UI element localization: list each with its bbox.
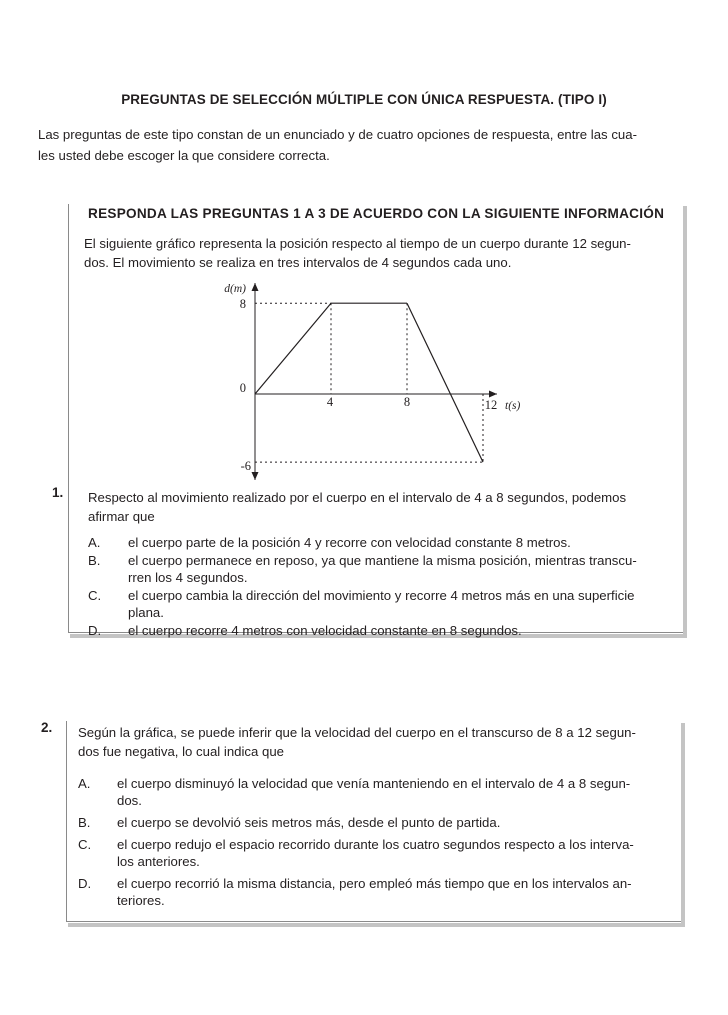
question-1-options	[88, 534, 676, 639]
position-time-chart	[0, 270, 728, 490]
question-1-stem-line-2: afirmar que	[88, 509, 155, 524]
option-letter: D.	[88, 623, 102, 638]
option-letter: A.	[78, 776, 91, 791]
question-1-stem	[88, 488, 676, 526]
graph-description-line-2: dos. El movimiento se realiza en tres intervalos de 4 segundos cada uno.	[84, 255, 512, 270]
question-1-stem-line-1: Respecto al movimiento realizado por el cuerpo en el intervalo de 4 a 8 segundos, podemos	[88, 490, 627, 505]
x-tick-label: 8	[403, 395, 411, 409]
question-1-option-a[interactable]	[88, 534, 676, 551]
graph-description	[84, 234, 676, 272]
option-text: el cuerpo recorre 4 metros con velocidad constante en 8 segundos.	[128, 623, 522, 638]
question-1-option-b[interactable]	[88, 552, 676, 586]
instructions-line-2: les usted debe escoger la que considere correcta.	[38, 148, 330, 163]
page-title: PREGUNTAS DE SELECCIÓN MÚLTIPLE CON ÚNICA RESPUESTA. (TIPO I)	[121, 92, 607, 107]
y-tick-label: -6	[240, 459, 251, 474]
question-1-option-d[interactable]	[88, 622, 676, 639]
option-text: el cuerpo se devolvió seis metros más, desde el punto de partida.	[117, 815, 501, 830]
question-2-stem	[78, 723, 674, 761]
question-2-frame-shadow-bottom	[68, 923, 685, 927]
series-segment-3	[407, 303, 483, 462]
instructions	[38, 124, 688, 166]
question-2-option-c[interactable]	[78, 836, 674, 870]
x-axis-arrow	[489, 391, 497, 398]
option-letter: D.	[78, 876, 92, 891]
y-axis-label: d(m)	[224, 283, 246, 295]
option-letter: A.	[88, 535, 101, 550]
section-heading: RESPONDA LAS PREGUNTAS 1 A 3 DE ACUERDO CON LA SIGUIENTE INFORMACIÓN	[88, 206, 665, 221]
question-2-frame-shadow-right	[681, 723, 685, 927]
option-text: el cuerpo recorrió la misma distancia, pero empleó más tiempo que en los intervalos an- teriores.	[117, 876, 632, 908]
option-text: el cuerpo parte de la posición 4 y recorre con velocidad constante 8 metros.	[128, 535, 571, 550]
option-text: el cuerpo redujo el espacio recorrido durante los cuatro segundos respecto a los interva- los anteriores.	[117, 837, 634, 869]
option-letter: C.	[88, 588, 102, 603]
question-2-stem-line-2: dos fue negativa, lo cual indica que	[78, 744, 285, 759]
option-letter: B.	[78, 815, 91, 830]
x-tick-label: 4	[326, 395, 334, 409]
chart-guides	[255, 303, 483, 462]
y-tick-label: 0	[239, 381, 246, 395]
x-axis-label: t(s)	[505, 400, 521, 412]
question-2-option-a[interactable]	[78, 775, 674, 809]
option-text: el cuerpo permanece en reposo, ya que mantiene la misma posición, mientras transcu- rren los 4 segundos.	[128, 553, 637, 585]
question-2-options	[78, 775, 674, 909]
chart-axes	[252, 283, 498, 480]
option-text: el cuerpo disminuyó la velocidad que venía manteniendo en el intervalo de 4 a 8 segun- dos.	[117, 776, 631, 808]
question-2-option-b[interactable]	[78, 814, 674, 831]
option-text: el cuerpo cambia la dirección del movimiento y recorre 4 metros más en una superficie plana.	[128, 588, 635, 620]
chart-series	[255, 303, 483, 462]
x-tick-label: 12	[484, 398, 498, 412]
y-axis-arrow-up	[252, 283, 259, 291]
question-2-option-d[interactable]	[78, 875, 674, 909]
y-axis-arrow-down	[252, 472, 259, 480]
option-letter: B.	[88, 553, 101, 568]
option-letter: C.	[78, 837, 92, 852]
graph-description-line-1: El siguiente gráfico representa la posición respecto al tiempo de un cuerpo durante 12 segun-	[84, 236, 631, 251]
series-segment-1	[255, 303, 331, 394]
question-1-number: 1.	[52, 485, 64, 500]
question-2-number: 2.	[41, 720, 53, 735]
instructions-line-1: Las preguntas de este tipo constan de un enunciado y de cuatro opciones de respuesta, entre las cua-	[38, 127, 637, 142]
question-1-option-c[interactable]	[88, 587, 676, 621]
y-tick-label: 8	[239, 297, 246, 312]
question-2-stem-line-1: Según la gráfica, se puede inferir que la velocidad del cuerpo en el transcurso de 8 a 12 segun-	[78, 725, 636, 740]
